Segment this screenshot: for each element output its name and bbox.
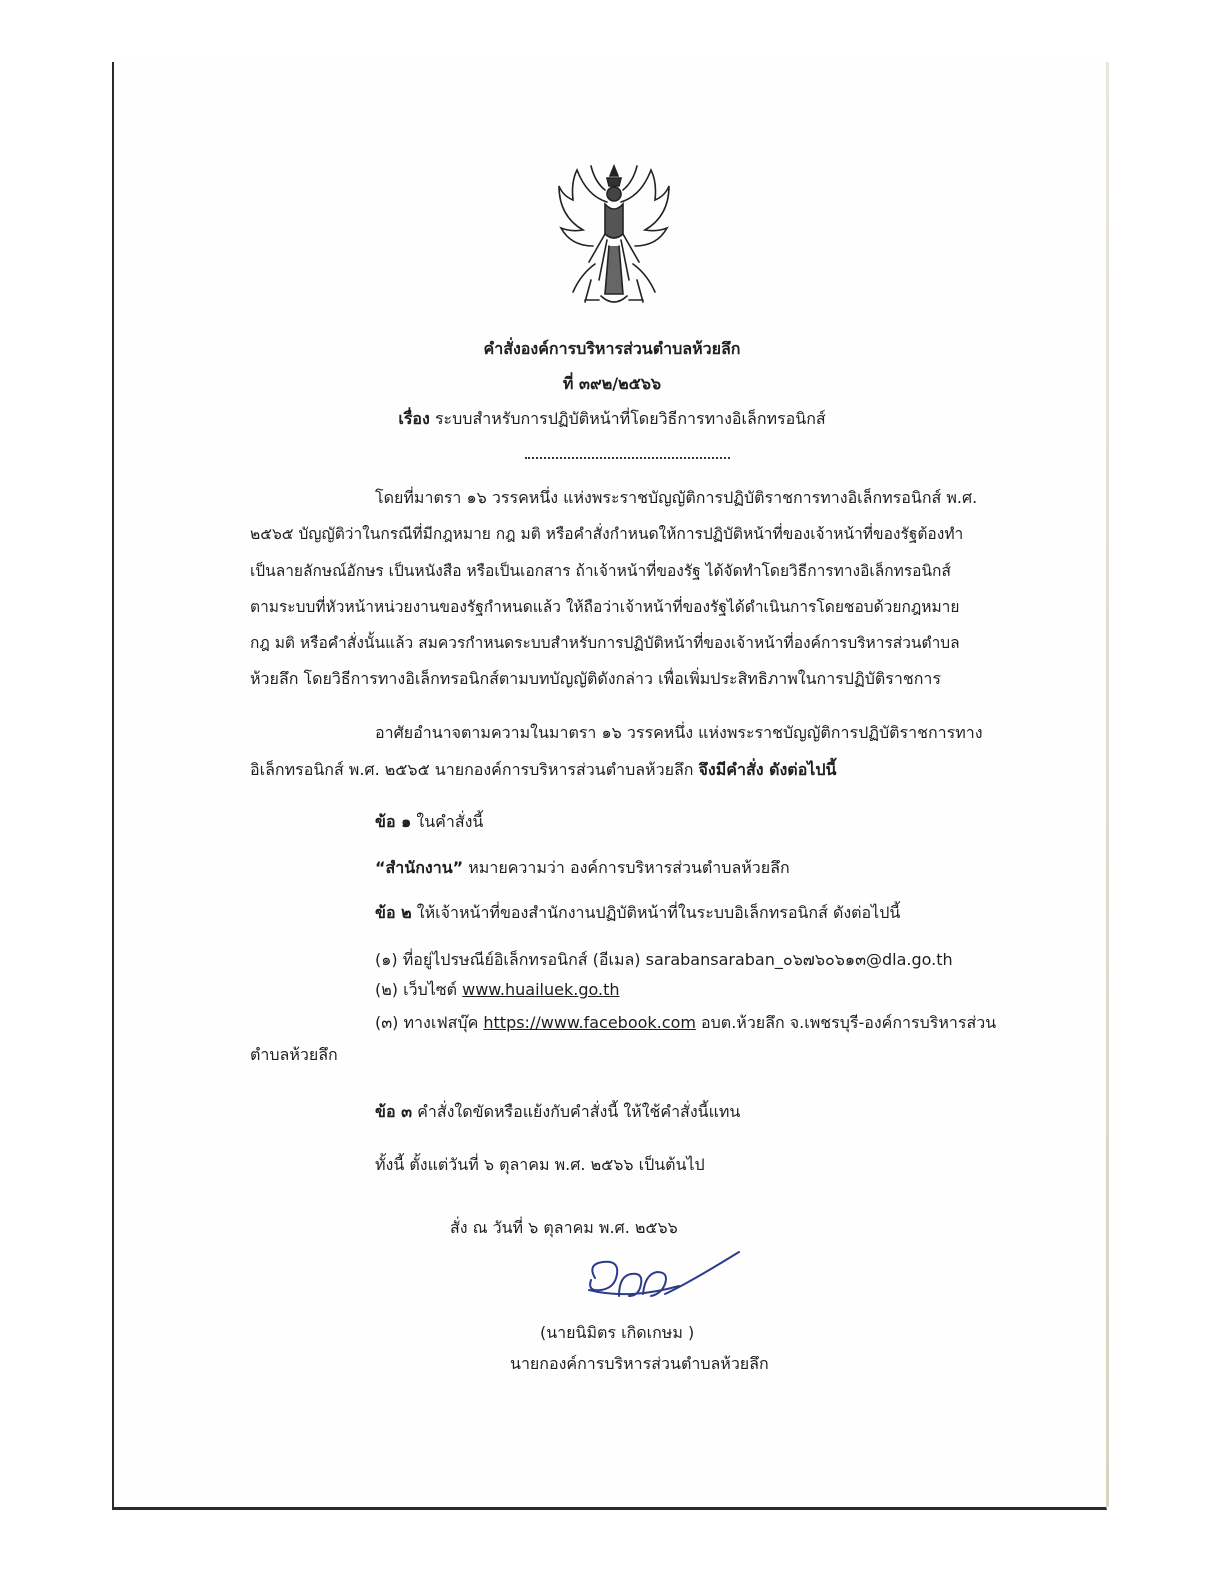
item-facebook-continued: ตำบลห้วยลึก <box>250 1045 338 1064</box>
effective-date: ทั้งนี้ ตั้งแต่วันที่ ๖ ตุลาคม พ.ศ. ๒๕๖๖ เป็นต้นไป <box>375 1155 705 1174</box>
item-facebook-suffix: อบต.ห้วยลึก จ.เพชรบุรี-องค์การบริหารส่วน <box>701 1013 997 1032</box>
signer-position: นายกองค์การบริหารส่วนตำบลห้วยลึก <box>510 1354 769 1373</box>
clause-1 <box>375 811 483 833</box>
item-facebook <box>375 1012 996 1034</box>
signer-name: (นายนิมิตร เกิดเกษม ) <box>540 1323 695 1342</box>
garuda-emblem-icon <box>555 160 673 312</box>
para1-line-2: ๒๕๖๕ บัญญัติว่าในกรณีที่มีกฎหมาย กฎ มติ หรือคำสั่งกำหนดให้การปฏิบัติหน้าที่ของเจ้าหน้าที่ของรัฐต้องทำ <box>250 525 964 543</box>
definition-text: หมายความว่า องค์การบริหารส่วนตำบลห้วยลึก <box>468 858 790 877</box>
order-title: คำสั่งองค์การบริหารส่วนตำบลห้วยลึก <box>483 339 741 358</box>
clause-3-label: ข้อ ๓ <box>375 1102 413 1121</box>
subject-label: เรื่อง <box>398 409 430 428</box>
order-number <box>0 373 1224 395</box>
definition-term: “สำนักงาน” <box>375 858 464 877</box>
item-facebook-prefix: (๓) ทางเฟสบุ๊ค <box>375 1013 479 1032</box>
website-link[interactable]: www.huailuek.go.th <box>462 980 620 999</box>
clause-2-text: ให้เจ้าหน้าที่ของสำนักงานปฏิบัติหน้าที่ในระบบอิเล็กทรอนิกส์ ดังต่อไปนี้ <box>416 903 901 922</box>
item-website-prefix: (๒) เว็บไซต์ <box>375 980 458 999</box>
para2-line-2-bold: จึงมีคำสั่ง ดังต่อไปนี้ <box>698 760 837 779</box>
number-label: ที่ <box>562 374 574 393</box>
para2-line-2 <box>250 759 836 781</box>
number-value: ๓๙๒/๒๕๖๖ <box>579 374 662 393</box>
definition <box>375 857 790 879</box>
para1-line-5: กฎ มติ หรือคำสั่งนั้นแล้ว สมควรกำหนดระบบสำหรับการปฏิบัติหน้าที่ของเจ้าหน้าที่องค์การบริหารส่วนตำบล <box>250 634 960 652</box>
clause-3 <box>375 1101 740 1123</box>
para2-line-1: อาศัยอำนาจตามความในมาตรา ๑๖ วรรคหนึ่ง แห่งพระราชบัญญัติการปฏิบัติราชการทาง <box>375 723 983 742</box>
clause-2-label: ข้อ ๒ <box>375 903 412 922</box>
clause-3-text: คำสั่งใดขัดหรือแย้งกับคำสั่งนี้ ให้ใช้คำสั่งนี้แทน <box>417 1102 741 1121</box>
order-date: สั่ง ณ วันที่ ๖ ตุลาคม พ.ศ. ๒๕๖๖ <box>450 1218 678 1237</box>
clause-2 <box>375 902 900 924</box>
para1-line-3: เป็นลายลักษณ์อักษร เป็นหนังสือ หรือเป็นเอกสาร ถ้าเจ้าหน้าที่ของรัฐ ได้จัดทำโดยวิธีการทางอิเล็กทรอนิกส์ <box>250 562 951 580</box>
item-email-value: sarabansaraban_๐๖๗๖๐๖๑๓@dla.go.th <box>645 950 953 969</box>
subject-text: ระบบสำหรับการปฏิบัติหน้าที่โดยวิธีการทางอิเล็กทรอนิกส์ <box>434 409 826 428</box>
para1-line-4: ตามระบบที่หัวหน้าหน่วยงานของรัฐกำหนดแล้ว ให้ถือว่าเจ้าหน้าที่ของรัฐได้ดำเนินการโดยชอบด้วยกฎหมาย <box>250 598 960 616</box>
para1-line-1: โดยที่มาตรา ๑๖ วรรคหนึ่ง แห่งพระราชบัญญัติการปฏิบัติราชการทางอิเล็กทรอนิกส์ พ.ศ. <box>375 488 978 507</box>
clause-1-label: ข้อ ๑ <box>375 812 412 831</box>
order-subject <box>0 408 1224 430</box>
item-email <box>375 949 953 971</box>
para1-line-6: ห้วยลึก โดยวิธีการทางอิเล็กทรอนิกส์ตามบทบัญญัติดังกล่าว เพื่อเพิ่มประสิทธิภาพในการปฏิบัติราชการ <box>250 669 941 688</box>
handwritten-signature <box>575 1250 745 1320</box>
separator-dots <box>525 457 730 459</box>
item-website <box>375 979 619 1001</box>
facebook-link[interactable]: https://www.facebook.com <box>483 1013 696 1032</box>
para2-line-2-plain: อิเล็กทรอนิกส์ พ.ศ. ๒๕๖๕ นายกองค์การบริหารส่วนตำบลห้วยลึก <box>250 760 694 779</box>
clause-1-text: ในคำสั่งนี้ <box>416 812 484 831</box>
item-email-prefix: (๑) ที่อยู่ไปรษณีย์อิเล็กทรอนิกส์ (อีเมล) <box>375 950 641 969</box>
